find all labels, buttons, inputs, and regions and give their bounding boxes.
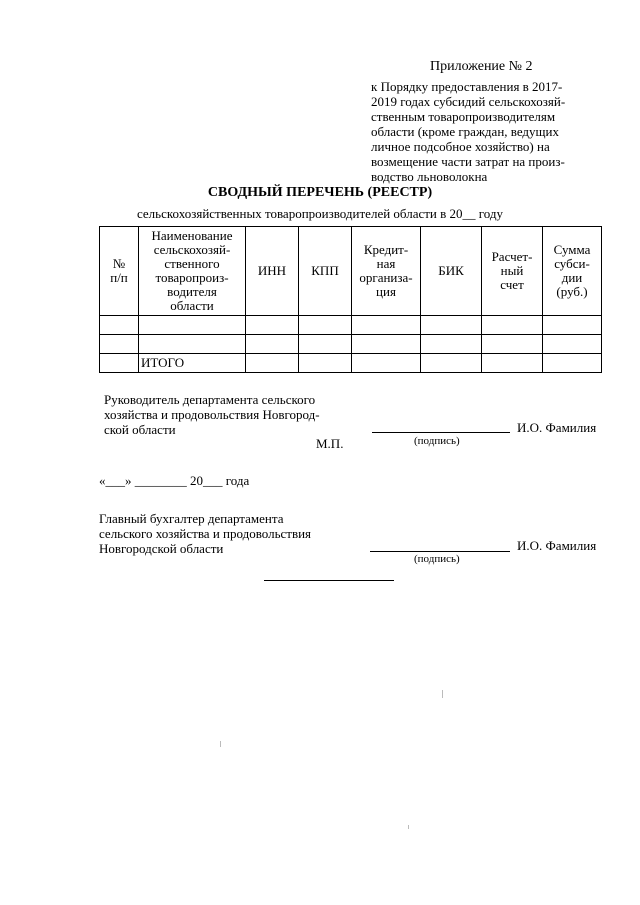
header-number: № п/п	[100, 227, 139, 316]
appendix-line: ственным товаропроизводителям	[371, 109, 556, 124]
scan-mark	[442, 690, 443, 698]
header-account: Расчет- ный счет	[482, 227, 543, 316]
total-label: ИТОГО	[139, 354, 246, 373]
appendix-line: водство льноволокна	[371, 169, 488, 184]
appendix-line: личное подсобное хозяйство) на	[371, 139, 550, 154]
table-row	[100, 316, 602, 335]
scan-mark	[220, 741, 221, 747]
header-producer-name: Наименование сельскохозяй- ственного товаропроиз- водителя области	[139, 227, 246, 316]
header-kpp: КПП	[299, 227, 352, 316]
appendix-line: к Порядку предоставления в 2017-	[371, 79, 563, 94]
appendix-line: 2019 годах субсидий сельскохозяй-	[371, 94, 566, 109]
appendix-title: Приложение № 2	[430, 59, 533, 74]
head-position: Руководитель департамента сельского хозяйства и продовольствия Новгород- ской области	[104, 392, 320, 437]
accountant-position: Главный бухгалтер департамента сельского хозяйства и продовольствия Новгородской области	[99, 511, 312, 556]
head-name: И.О. Фамилия	[517, 420, 597, 435]
table-header-row	[100, 227, 602, 316]
document-title: СВОДНЫЙ ПЕРЕЧЕНЬ (РЕЕСТР)	[207, 185, 433, 200]
appendix-line: области (кроме граждан, ведущих	[371, 124, 560, 139]
header-subsidy-amount: Сумма субси- дии (руб.)	[543, 227, 602, 316]
date-line: «___» ________ 20___ года	[99, 473, 250, 488]
accountant-signature-caption: (подпись)	[414, 553, 460, 565]
head-signature-caption: (подпись)	[414, 435, 460, 447]
document-subtitle: сельскохозяйственных товаропроизводителей области в 20__ году	[136, 206, 504, 221]
table-total-row	[100, 354, 602, 373]
appendix-line: возмещение части затрат на произ-	[371, 154, 565, 169]
registry-table	[99, 226, 602, 373]
table-row	[100, 335, 602, 354]
stamp-label: М.П.	[316, 436, 344, 451]
accountant-name: И.О. Фамилия	[517, 538, 597, 553]
scan-mark	[408, 825, 409, 829]
header-inn: ИНН	[246, 227, 299, 316]
bottom-separator	[264, 580, 394, 581]
head-signature-line	[372, 432, 510, 433]
header-credit-organization: Кредит- ная организа- ция	[352, 227, 421, 316]
header-bik: БИК	[421, 227, 482, 316]
appendix-text	[371, 79, 611, 184]
accountant-signature-line	[370, 551, 510, 552]
